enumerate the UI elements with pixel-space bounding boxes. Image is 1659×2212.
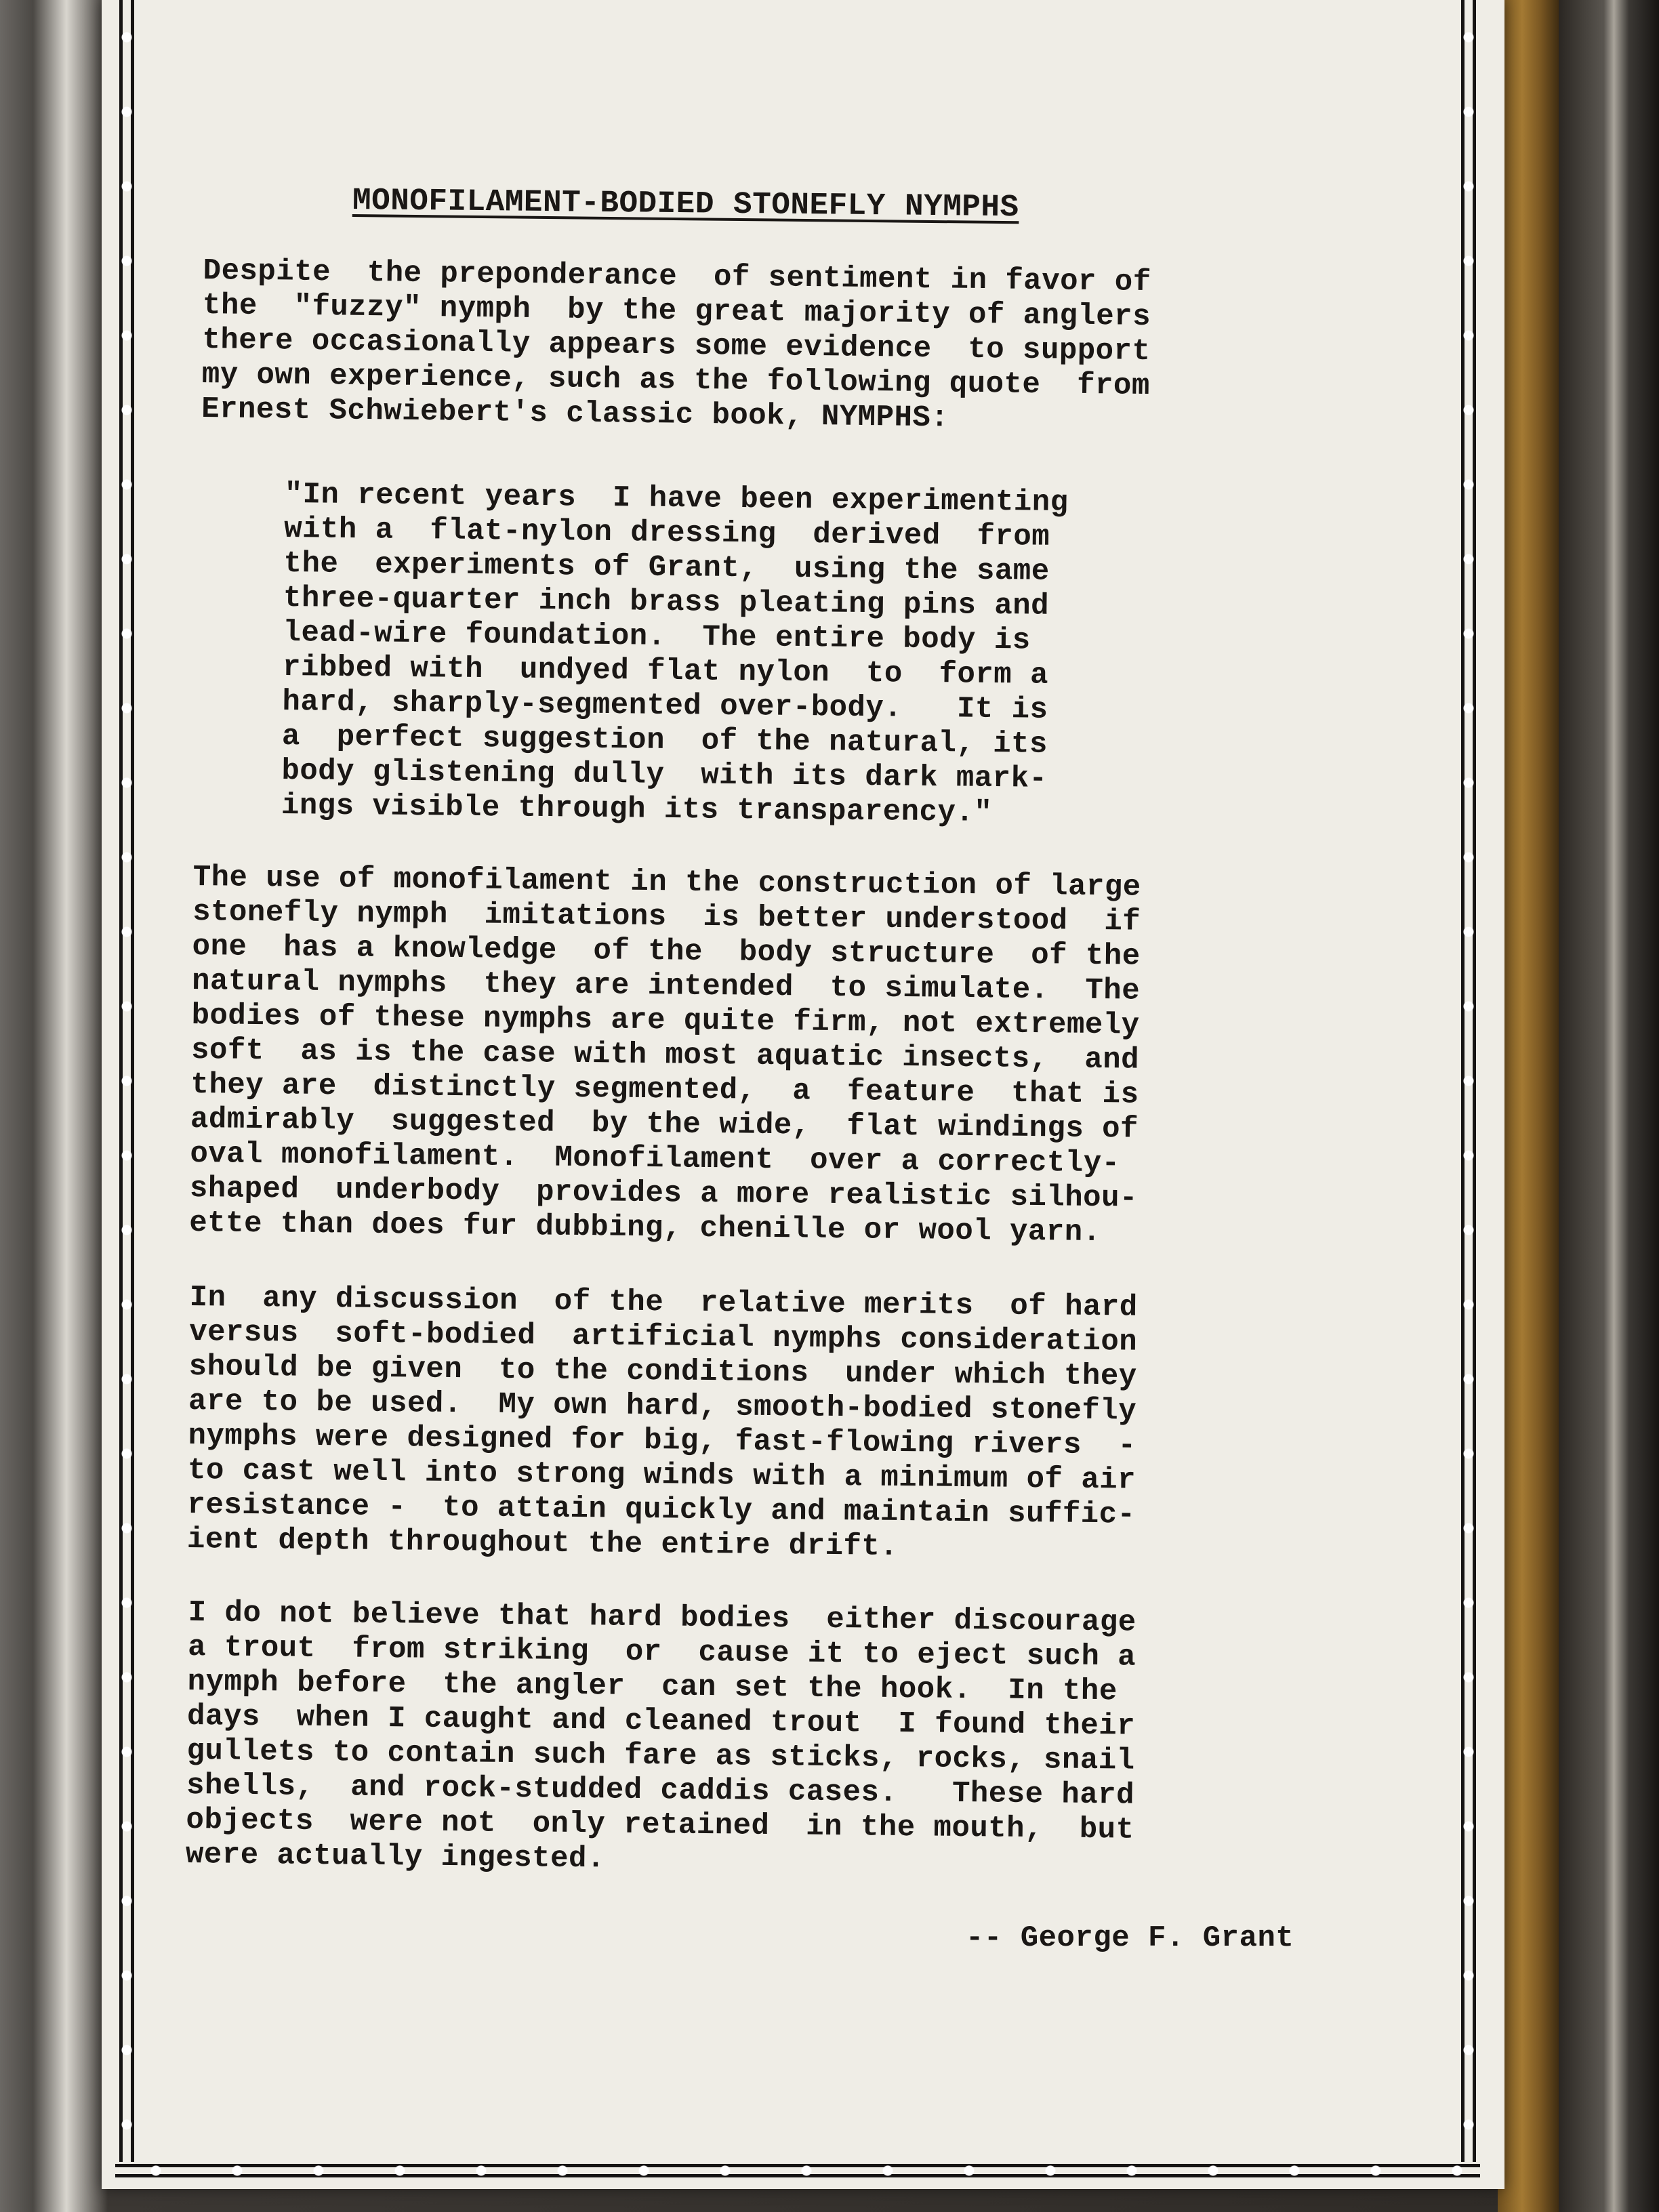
intro-paragraph: Despite the preponderance of sentiment in favor of the "fuzzy" nymph by the great majority of anglers there occasionally appears some evidence to support my own experience, such as the following quote from Ernest Schwiebert's classic book, NYMPHS:: [201, 254, 1151, 436]
page-title: MONOFILAMENT-BODIED STONEFLY NYMPHS: [352, 183, 1019, 226]
case-right-edge: [1559, 0, 1659, 2212]
body-paragraph-discussion: In any discussion of the relative merits of hard versus soft-bodied artificial nymphs consideration should be given to the conditions under which they are to be used. My own hard, smooth-bodied stonefly nymphs were designed for big, fast-flowing rivers - to cast well into strong winds with a minimum of air resistance - to attain quickly and maintain suffic- ient depth throughout the entire drift.: [186, 1281, 1138, 1564]
body-paragraph-monofilament: The use of monofilament in the construction of large stonefly nymph imitations is better understood if one has a knowledge of the body structure of the natural nymphs they are intended to simulate. The bodies of these nymphs are quite firm, not extremely soft as is the case with most aquatic insects, and they are distinctly segmented, a feature that is admirably suggested by the wide, flat windings of oval monofilament. Monofilament over a correctly- shaped underbody provides a more realistic silhou- ette than does fur dubbing, chenille or wool yarn.: [189, 861, 1141, 1250]
right-decorative-border: [1457, 0, 1480, 2162]
left-decorative-border: [115, 0, 138, 2162]
bottom-decorative-border: [115, 2160, 1480, 2181]
body-paragraph-hard-bodies: I do not believe that hard bodies either discourage a trout from striking or cause it to eject such a nymph before the angler can set the hook. In the days when I caught and cleaned trout I found their gullets to contain such fare as sticks, rocks, snail shells, and rock-studded caddis cases. These hard objects were not only retained in the mouth, but were actually ingested.: [185, 1596, 1136, 1877]
wood-frame-strip: [1498, 0, 1559, 2212]
block-quote: "In recent years I have been experimenting with a flat-nylon dressing derived from the experiments of Grant, using the same three-quarter inch brass pleating pins and lead-wire foundation. The entire body is ribbed with undyed flat nylon to form a hard, sharply-segmented over-body. It is a perfect suggestion of the natural, its body glistening dully with its dark mark- ings visible through its transparency.": [281, 478, 1069, 830]
author-signature: -- George F. Grant: [966, 1921, 1294, 1955]
